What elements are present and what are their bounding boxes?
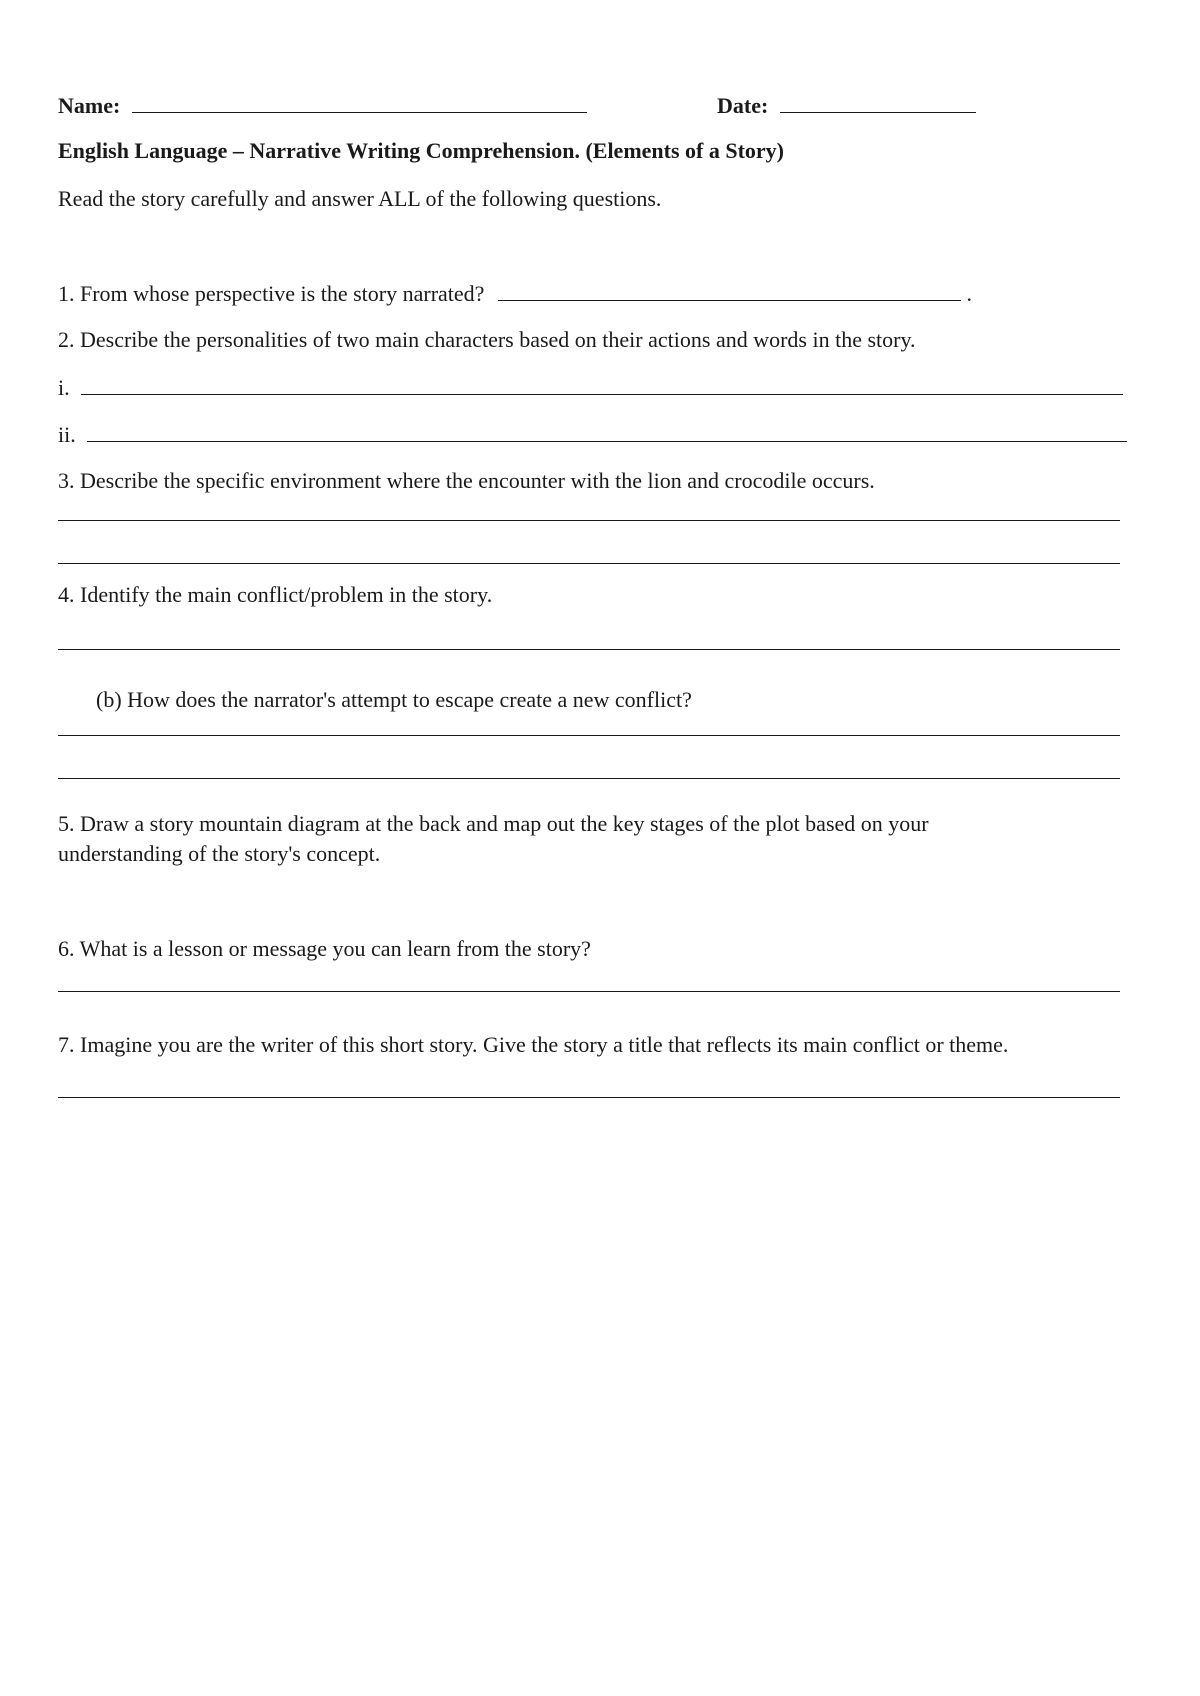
- sub-i-label: i.: [58, 375, 70, 400]
- question-4b-text: (b) How does the narrator's attempt to escape create a new conflict?: [96, 687, 692, 712]
- name-row: [58, 92, 587, 119]
- question-7-text: 7. Imagine you are the writer of this short story. Give the story a title that reflects its main conflict or theme.: [58, 1032, 1009, 1057]
- question-1-blank[interactable]: [498, 280, 961, 301]
- instructions-text: Read the story carefully and answer ALL of the following questions.: [58, 186, 662, 211]
- answer-line-3b[interactable]: [58, 563, 1120, 564]
- question-6-text: 6. What is a lesson or message you can learn from the story?: [58, 936, 591, 961]
- question-1: [58, 280, 972, 307]
- worksheet-page: [58, 0, 1120, 1696]
- answer-line-4b-2[interactable]: [58, 778, 1120, 779]
- question-1-suffix: .: [966, 281, 972, 306]
- question-2-text: 2. Describe the personalities of two main characters based on their actions and words in the story.: [58, 327, 916, 352]
- sub-ii-label: ii.: [58, 422, 76, 447]
- sub-ii-blank[interactable]: [87, 421, 1127, 442]
- name-blank[interactable]: [132, 92, 587, 113]
- date-row: [717, 92, 976, 119]
- question-1-text: 1. From whose perspective is the story narrated?: [58, 281, 485, 306]
- answer-line-6[interactable]: [58, 991, 1120, 992]
- worksheet-title: English Language – Narrative Writing Comprehension. (Elements of a Story): [58, 138, 785, 163]
- question-5-text: 5. Draw a story mountain diagram at the back and map out the key stages of the plot based on your understanding of the story's concept.: [58, 811, 929, 866]
- answer-line-4a[interactable]: [58, 649, 1120, 650]
- answer-line-3a[interactable]: [58, 520, 1120, 521]
- question-2-sub-i: [58, 374, 1123, 401]
- date-label: Date:: [717, 93, 769, 118]
- name-label: Name:: [58, 93, 121, 118]
- answer-line-4b-1[interactable]: [58, 735, 1120, 736]
- question-3-text: 3. Describe the specific environment where the encounter with the lion and crocodile occurs.: [58, 468, 875, 493]
- question-4-text: 4. Identify the main conflict/problem in the story.: [58, 582, 493, 607]
- answer-line-7[interactable]: [58, 1097, 1120, 1098]
- sub-i-blank[interactable]: [81, 374, 1123, 395]
- question-2-sub-ii: [58, 421, 1127, 448]
- date-blank[interactable]: [780, 92, 976, 113]
